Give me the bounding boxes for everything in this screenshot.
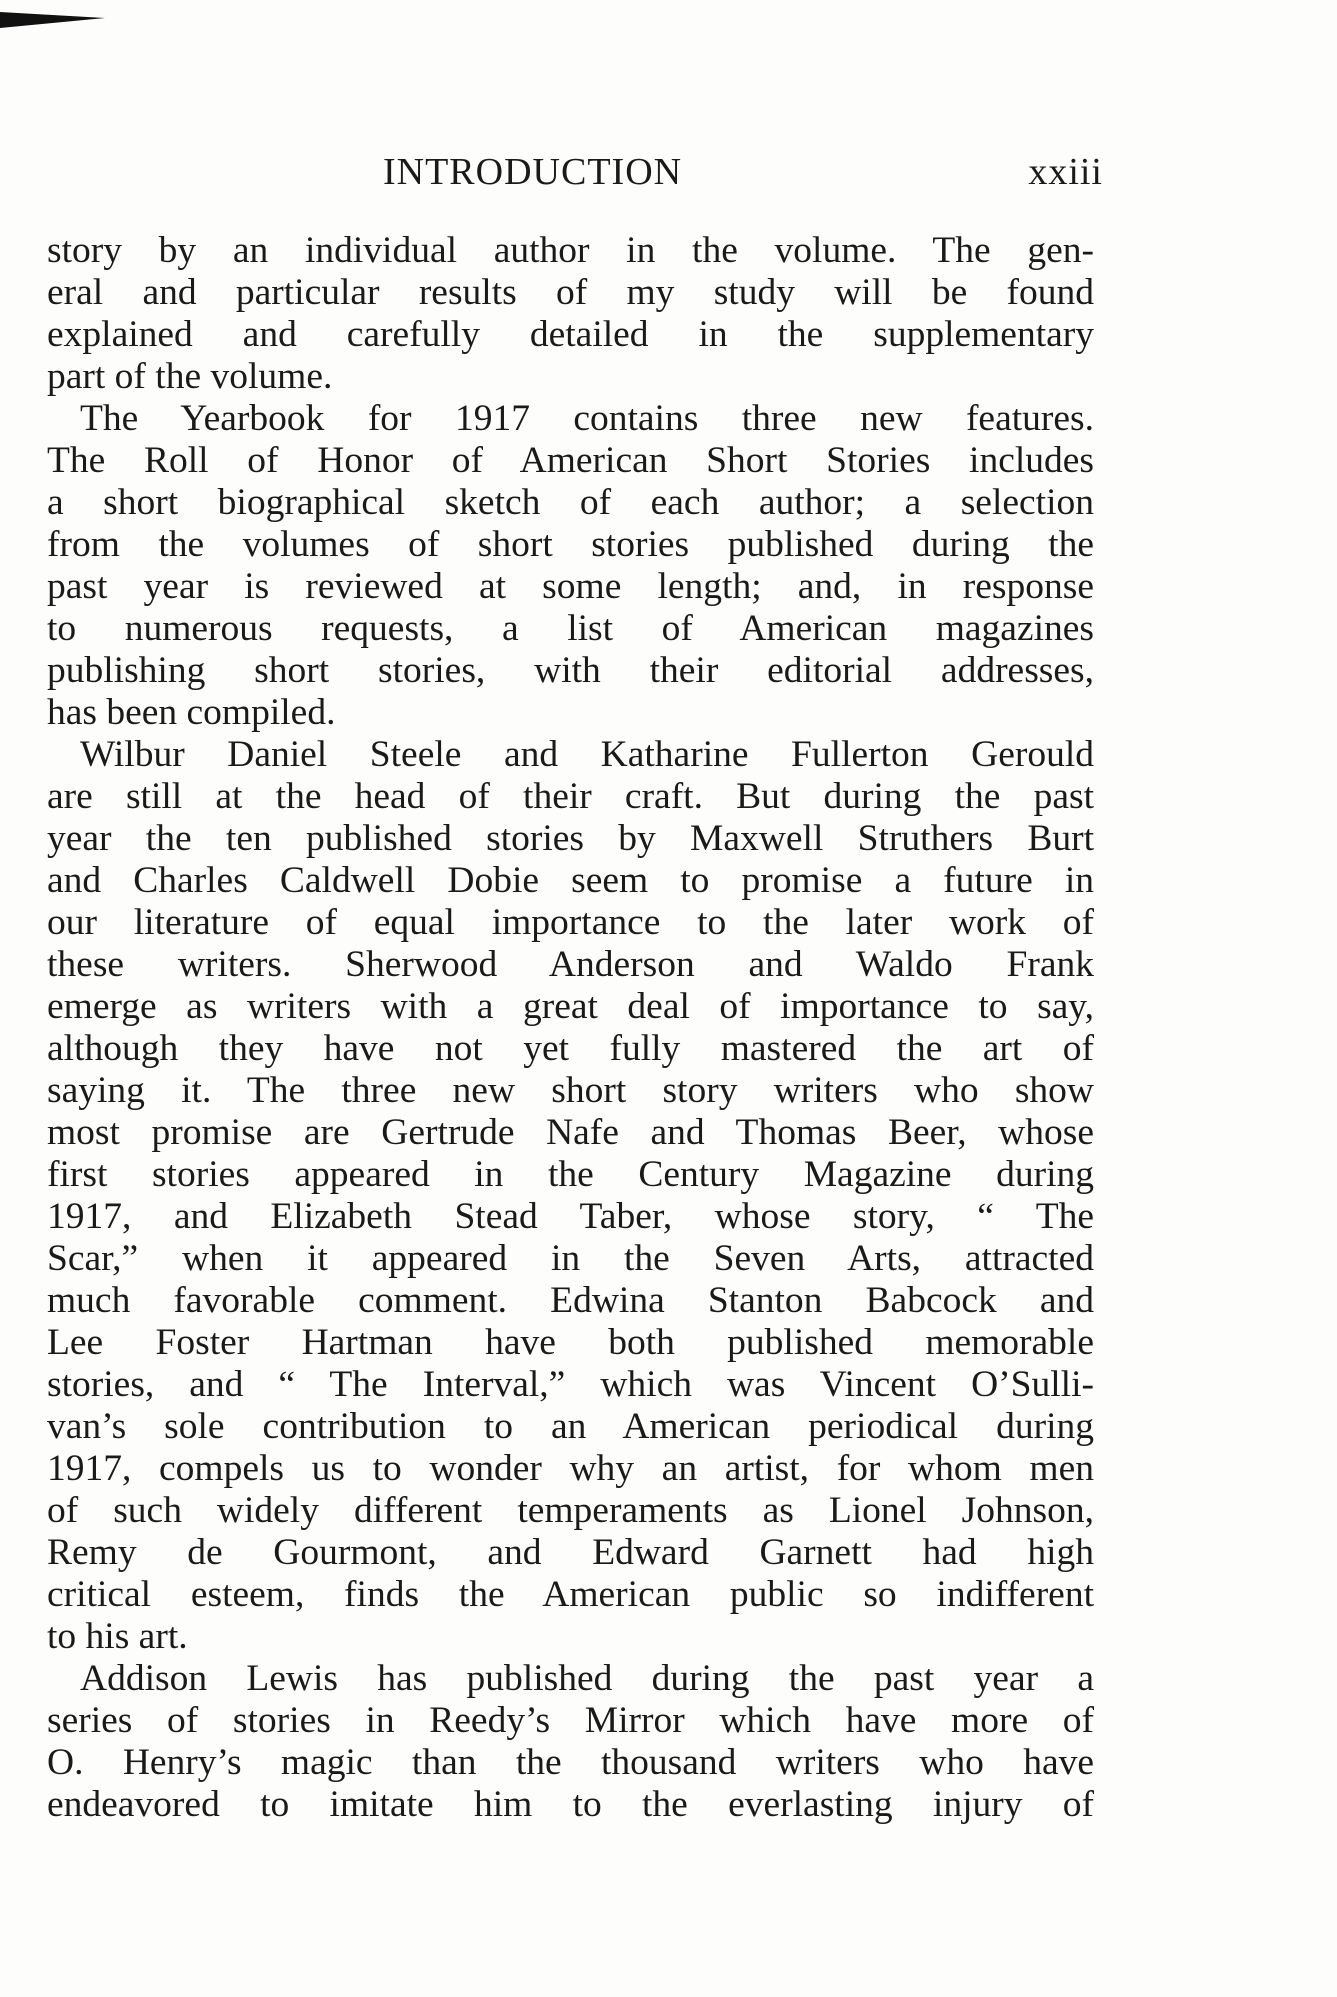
running-head xyxy=(383,150,1103,200)
text-line: endeavored to imitate him to the everlasting injury of xyxy=(47,1784,1094,1825)
text-line: Remy de Gourmont, and Edward Garnett had high xyxy=(47,1532,1094,1573)
text-line: much favorable comment. Edwina Stanton Babcock and xyxy=(47,1280,1094,1321)
text-line: stories, and “ The Interval,” which was Vincent O’Sulli- xyxy=(47,1364,1094,1405)
text-line: year the ten published stories by Maxwell Struthers Burt xyxy=(47,818,1094,859)
text-line: Wilbur Daniel Steele and Katharine Fullerton Gerould xyxy=(80,734,1094,775)
paragraph-2 xyxy=(47,398,1094,734)
text-line: 1917, compels us to wonder why an artist, for whom men xyxy=(47,1448,1094,1489)
text-line: our literature of equal importance to the later work of xyxy=(47,902,1094,943)
text-line: Scar,” when it appeared in the Seven Arts, attracted xyxy=(47,1238,1094,1279)
text-line: a short biographical sketch of each author; a selection xyxy=(47,482,1094,523)
text-line: eral and particular results of my study will be found xyxy=(47,272,1094,313)
text-line: to his art. xyxy=(47,1616,188,1657)
page-number: xxiii xyxy=(1028,151,1103,193)
text-line: part of the volume. xyxy=(47,356,333,397)
text-line: these writers. Sherwood Anderson and Waldo Frank xyxy=(47,944,1094,985)
paragraph-3 xyxy=(47,734,1094,1658)
text-line: critical esteem, finds the American public so indifferent xyxy=(47,1574,1094,1615)
text-line: are still at the head of their craft. But during the past xyxy=(47,776,1094,817)
text-line: 1917, and Elizabeth Stead Taber, whose story, “ The xyxy=(47,1196,1094,1237)
text-line: and Charles Caldwell Dobie seem to promise a future in xyxy=(47,860,1094,901)
paragraph-1 xyxy=(47,230,1094,398)
text-line: of such widely different temperaments as Lionel Johnson, xyxy=(47,1490,1094,1531)
text-line: from the volumes of short stories published during the xyxy=(47,524,1094,565)
text-line: emerge as writers with a great deal of importance to say, xyxy=(47,986,1094,1027)
text-line: The Roll of Honor of American Short Stories includes xyxy=(47,440,1094,481)
paragraph-4 xyxy=(47,1658,1094,1826)
text-line: explained and carefully detailed in the supplementary xyxy=(47,314,1094,355)
text-line: saying it. The three new short story writers who show xyxy=(47,1070,1094,1111)
text-line: series of stories in Reedy’s Mirror which have more of xyxy=(47,1700,1094,1741)
text-line: Lee Foster Hartman have both published memorable xyxy=(47,1322,1094,1363)
text-line: The Yearbook for 1917 contains three new features. xyxy=(80,398,1094,439)
text-line: although they have not yet fully mastered the art of xyxy=(47,1028,1094,1069)
text-line: Addison Lewis has published during the past year a xyxy=(80,1658,1094,1699)
text-line: van’s sole contribution to an American periodical during xyxy=(47,1406,1094,1447)
text-line: has been compiled. xyxy=(47,692,336,733)
corner-scan-mark xyxy=(0,8,120,30)
running-head-title: INTRODUCTION xyxy=(383,151,683,193)
text-line: most promise are Gertrude Nafe and Thomas Beer, whose xyxy=(47,1112,1094,1153)
text-line: publishing short stories, with their editorial addresses, xyxy=(47,650,1094,691)
text-line: story by an individual author in the volume. The gen- xyxy=(47,230,1094,271)
body-text xyxy=(47,230,1094,1826)
text-line: first stories appeared in the Century Magazine during xyxy=(47,1154,1094,1195)
text-line: to numerous requests, a list of American magazines xyxy=(47,608,1094,649)
text-line: past year is reviewed at some length; and, in response xyxy=(47,566,1094,607)
text-line: O. Henry’s magic than the thousand writers who have xyxy=(47,1742,1094,1783)
